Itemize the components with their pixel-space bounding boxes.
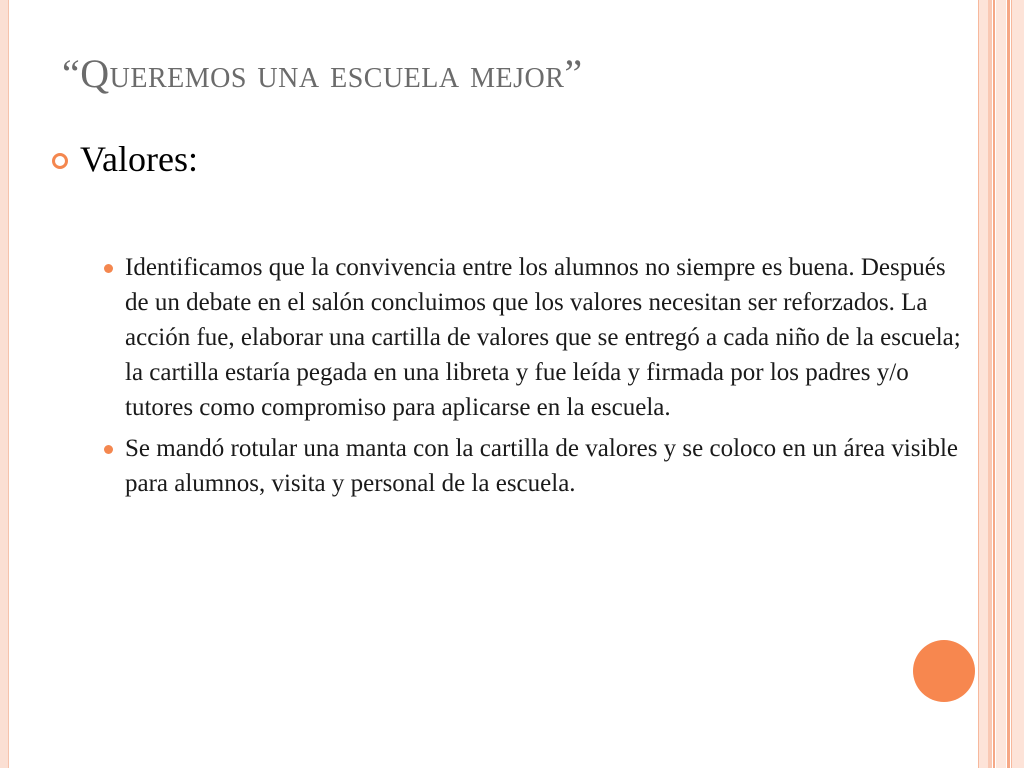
slide-title: “Queremos una escuela mejor” xyxy=(62,51,583,96)
list-item xyxy=(104,431,964,501)
bullet-dot-icon xyxy=(104,445,113,454)
right-stripe xyxy=(978,0,988,768)
right-stripe xyxy=(1007,0,1010,768)
section-heading: Valores: xyxy=(80,139,198,179)
ring-bullet-icon xyxy=(52,153,68,169)
right-stripe xyxy=(988,0,992,768)
right-stripe xyxy=(1011,0,1024,768)
list-item xyxy=(104,250,964,425)
heading-bullet-row xyxy=(52,138,198,180)
right-stripe xyxy=(993,0,995,768)
right-stripe xyxy=(996,0,1006,768)
decorative-circle-icon xyxy=(913,640,975,702)
bullet-text: Identificamos que la convivencia entre los alumnos no siempre es buena. Después de un debate en el salón concluimos que los valores necesitan ser reforzados. La acción fue, elaborar una cartilla de valores que se entregó a cada niño de la escuela; la cartilla estaría pegada en una libreta y fue leída y firmada por los padres y/o tutores como compromiso para aplicarse en la escuela. xyxy=(125,254,961,421)
bullet-list xyxy=(104,250,964,507)
bullet-text: Se mandó rotular una manta con la cartilla de valores y se coloco en un área visible para alumnos, visita y personal de la escuela. xyxy=(125,435,959,497)
bullet-dot-icon xyxy=(104,264,113,273)
left-border xyxy=(0,0,9,768)
